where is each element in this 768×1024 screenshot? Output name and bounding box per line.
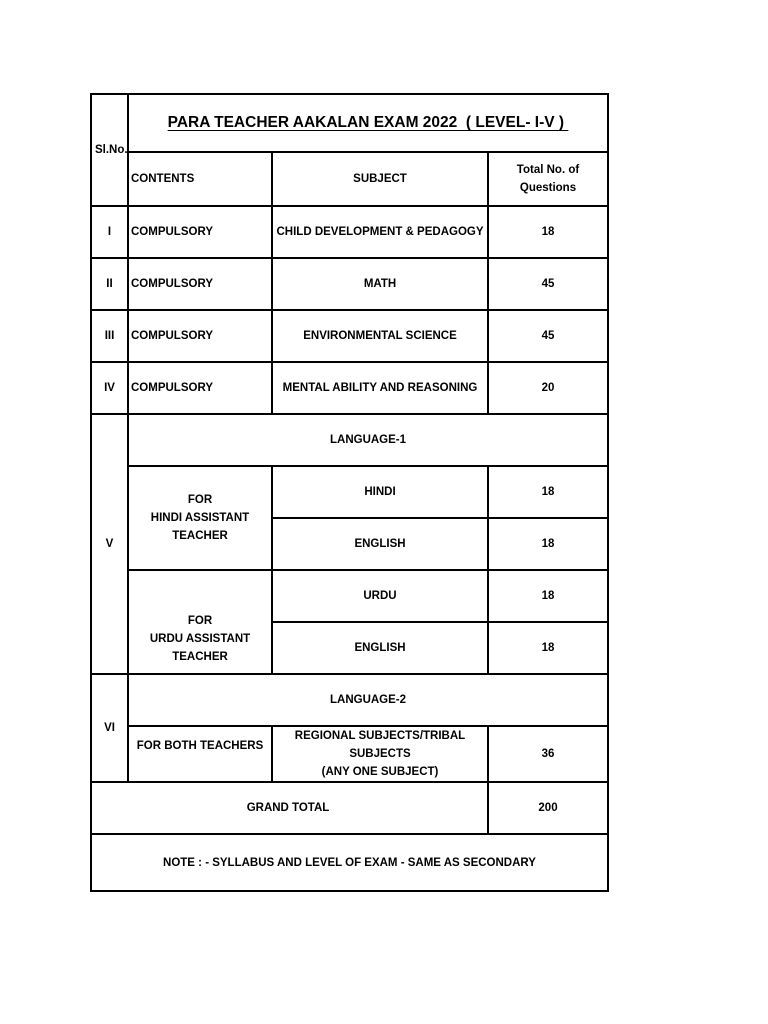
row-subject: ENGLISH (272, 622, 488, 674)
total-questions-header (488, 152, 608, 206)
row-subject: ENVIRONMENTAL SCIENCE (272, 310, 488, 362)
table-row (91, 726, 608, 782)
table-row (91, 206, 608, 258)
group-label-line: TEACHER (172, 530, 228, 542)
row-content: COMPULSORY (128, 310, 272, 362)
exam-pattern-sheet (90, 93, 607, 930)
subject-header: SUBJECT (272, 152, 488, 206)
language-2-heading: LANGUAGE-2 (128, 674, 608, 726)
row-total: 45 (488, 310, 608, 362)
row-sl-no: II (91, 258, 128, 310)
sl-no-header (91, 94, 128, 206)
row-subject: MATH (272, 258, 488, 310)
group-label-line: HINDI ASSISTANT (150, 512, 250, 524)
exam-pattern-table (90, 93, 609, 892)
row-content: COMPULSORY (128, 258, 272, 310)
table-row (91, 362, 608, 414)
title-row (91, 94, 608, 152)
regional-subject (272, 726, 488, 782)
table-row (91, 466, 608, 518)
table-row (91, 258, 608, 310)
row-subject: MENTAL ABILITY AND REASONING (272, 362, 488, 414)
row-total: 18 (488, 570, 608, 622)
section-vi-sl-no: VI (91, 674, 128, 782)
row-sl-no: I (91, 206, 128, 258)
page-title-text: PARA TEACHER AAKALAN EXAM 2022 ( LEVEL- I-V ) (167, 114, 569, 132)
both-teachers-label: FOR BOTH TEACHERS (128, 726, 272, 782)
row-total: 18 (488, 622, 608, 674)
row-total: 45 (488, 258, 608, 310)
row-total: 18 (488, 206, 608, 258)
row-subject: URDU (272, 570, 488, 622)
row-sl-no: IV (91, 362, 128, 414)
row-content: COMPULSORY (128, 206, 272, 258)
total-header-line1: Total No. of (516, 164, 580, 177)
group-label-line: TEACHER (172, 651, 228, 663)
group-label-line: URDU ASSISTANT (149, 633, 251, 645)
grand-total-value: 200 (488, 782, 608, 834)
table-row (91, 570, 608, 622)
note-text: NOTE : - SYLLABUS AND LEVEL OF EXAM - SAME AS SECONDARY (91, 834, 608, 891)
regional-subject-line2: (ANY ONE SUBJECT) (321, 766, 439, 778)
header-row (91, 152, 608, 206)
sl-no-header-label: Sl.No. (95, 144, 128, 156)
grand-total-row (91, 782, 608, 834)
grand-total-label: GRAND TOTAL (91, 782, 488, 834)
row-total: 18 (488, 466, 608, 518)
row-subject: CHILD DEVELOPMENT & PEDAGOGY (272, 206, 488, 258)
contents-header: CONTENTS (128, 152, 272, 206)
row-total: 18 (488, 518, 608, 570)
urdu-teacher-group-label (128, 570, 272, 674)
row-total: 36 (488, 726, 608, 782)
total-header-line2: Questions (519, 182, 577, 195)
row-total: 20 (488, 362, 608, 414)
language-1-heading: LANGUAGE-1 (128, 414, 608, 466)
table-row (91, 310, 608, 362)
language-1-heading-row (91, 414, 608, 466)
regional-subject-line1: REGIONAL SUBJECTS/TRIBAL SUBJECTS (294, 730, 466, 760)
note-row (91, 834, 608, 891)
group-label-line: FOR (187, 494, 213, 506)
row-content: COMPULSORY (128, 362, 272, 414)
row-sl-no: III (91, 310, 128, 362)
page-title (128, 94, 608, 152)
row-subject: HINDI (272, 466, 488, 518)
section-v-sl-no: V (91, 414, 128, 674)
language-2-heading-row (91, 674, 608, 726)
row-subject: ENGLISH (272, 518, 488, 570)
group-label-line: FOR (187, 615, 213, 627)
hindi-teacher-group-label (128, 466, 272, 570)
